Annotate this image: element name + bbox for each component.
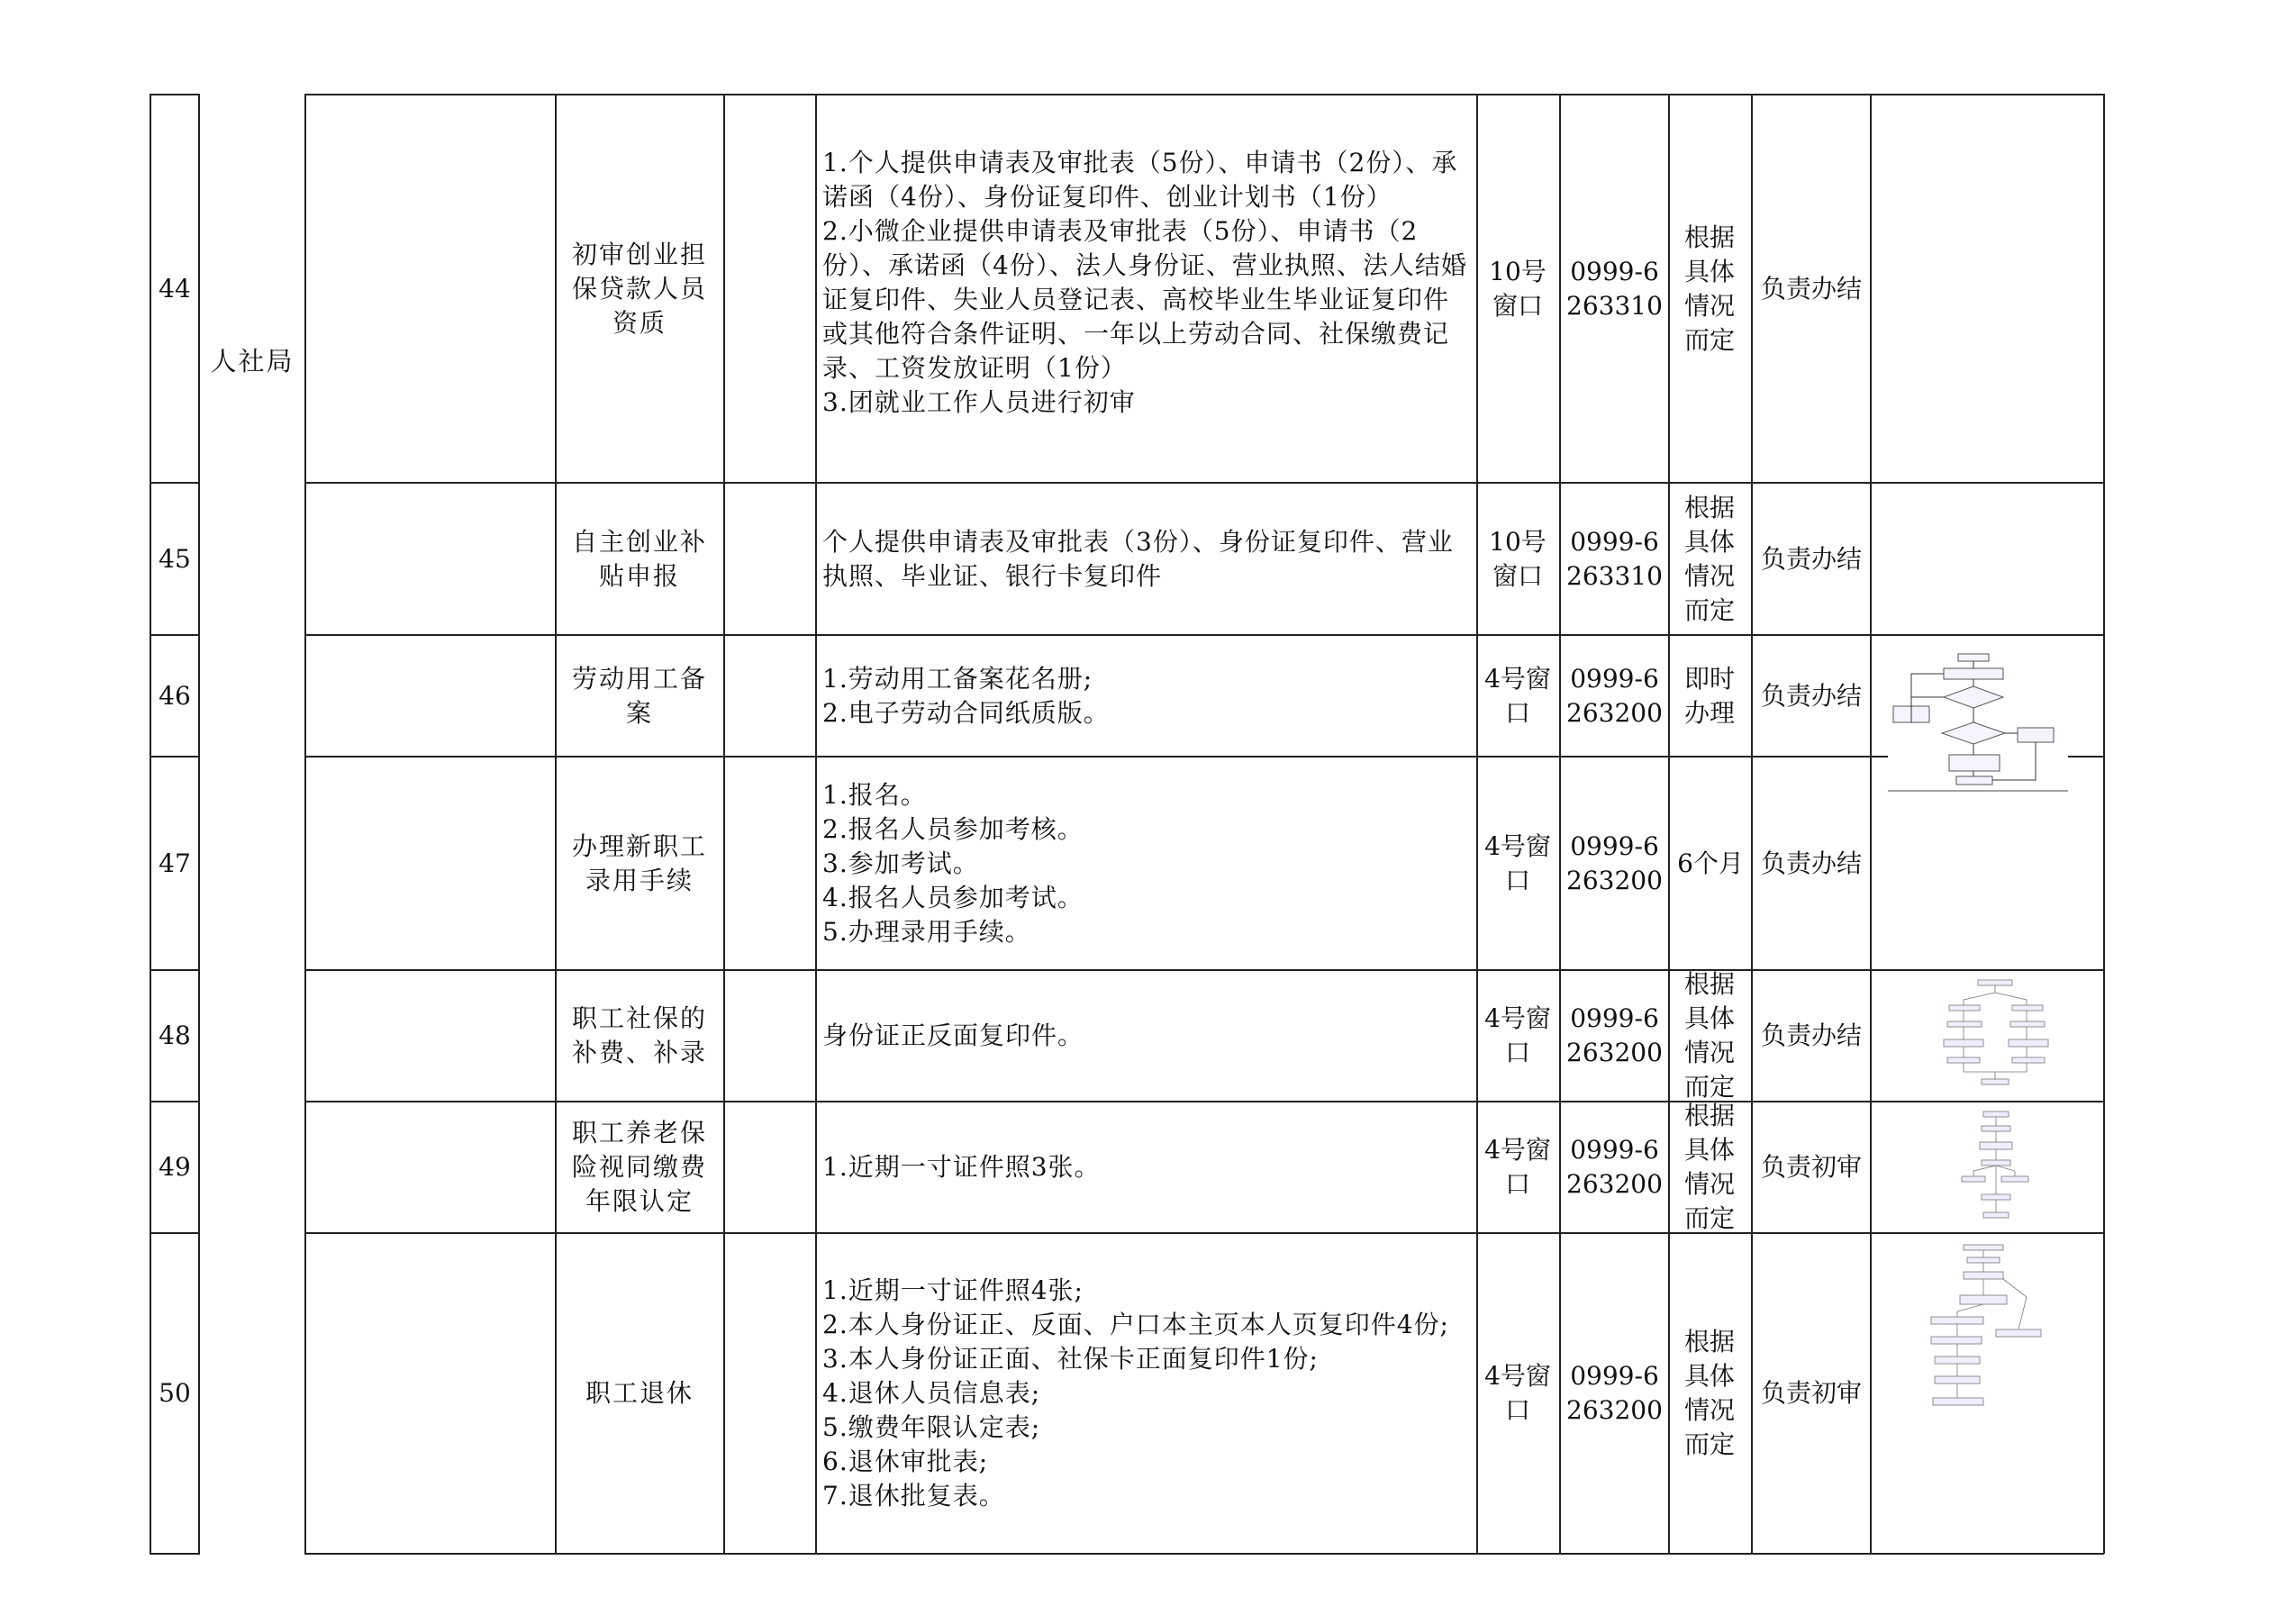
materials-cell xyxy=(815,1102,1476,1232)
item-name: 自主创业补贴申报 xyxy=(571,526,707,591)
material-line: 2.本人身份证正、反面、户口本主页本人页复印件4份; xyxy=(822,1310,1449,1339)
phone-cell: 0999-6263200 xyxy=(1566,1361,1663,1425)
flowchart-thumbnail-50 xyxy=(1928,1243,2054,1423)
result-cell: 负责初审 xyxy=(1760,1378,1862,1408)
materials-cell xyxy=(815,95,1476,482)
material-line: 5.缴费年限认定表; xyxy=(822,1412,1041,1442)
flowchart-thumbnail-46 xyxy=(1888,645,2068,794)
window-cell: 10号窗口 xyxy=(1489,256,1547,321)
row-number: 48 xyxy=(159,1021,191,1050)
materials-cell xyxy=(815,484,1476,634)
time-limit-cell: 根据具体情况而定 xyxy=(1683,1101,1735,1233)
result-cell: 负责办结 xyxy=(1760,680,1862,711)
column-rule xyxy=(555,94,557,1554)
phone-cell: 0999-6263200 xyxy=(1566,663,1663,728)
material-line: 身份证正反面复印件。 xyxy=(822,1021,1084,1050)
item-name: 劳动用工备案 xyxy=(571,663,707,728)
item-name: 职工退休 xyxy=(585,1378,694,1408)
material-line: 1.近期一寸证件照3张。 xyxy=(822,1152,1101,1182)
material-line: 3.本人身份证正面、社保卡正面复印件1份; xyxy=(822,1344,1319,1374)
window-cell: 4号窗口 xyxy=(1484,1135,1551,1199)
item-name: 职工社保的补费、补录 xyxy=(571,1003,707,1067)
phone-cell: 0999-6263200 xyxy=(1566,830,1663,895)
time-limit-cell: 根据具体情况而定 xyxy=(1683,492,1735,625)
window-cell: 4号窗口 xyxy=(1484,1003,1551,1067)
item-name: 职工养老保险视同缴费年限认定 xyxy=(571,1118,707,1216)
row-number: 44 xyxy=(159,273,191,304)
material-line: 7.退休批复表。 xyxy=(822,1481,1005,1511)
material-line: 4.退休人员信息表; xyxy=(822,1378,1041,1408)
material-line: 1.劳动用工备案花名册; xyxy=(822,663,1093,694)
window-cell: 4号窗口 xyxy=(1484,663,1551,728)
material-line: 2.报名人员参加考核。 xyxy=(822,813,1084,844)
time-limit-cell: 根据具体情况而定 xyxy=(1683,1327,1735,1459)
time-limit-cell: 根据具体情况而定 xyxy=(1683,969,1735,1102)
window-cell: 4号窗口 xyxy=(1484,830,1551,895)
item-name: 办理新职工录用手续 xyxy=(571,830,707,895)
phone-cell: 0999-6263310 xyxy=(1566,256,1663,321)
result-cell: 负责办结 xyxy=(1760,543,1862,574)
phone-cell: 0999-6263310 xyxy=(1566,526,1663,591)
phone-cell: 0999-6263200 xyxy=(1566,1135,1663,1199)
window-cell: 10号窗口 xyxy=(1489,526,1547,591)
result-cell: 负责办结 xyxy=(1760,1021,1862,1050)
material-line: 1.近期一寸证件照4张; xyxy=(822,1275,1084,1305)
material-line: 2.小微企业提供申请表及审批表（5份）、申请书（2份）、承诺函（4份）、法人身份证、营业执照、法人结婚证复印件、失业人员登记表、高校毕业生毕业证复印件或其他符合条件证明、一年以上劳动合同、社保缴费记录、工资发放证明（1份） xyxy=(822,216,1467,383)
material-line: 2.电子劳动合同纸质版。 xyxy=(822,697,1110,728)
materials-cell xyxy=(815,758,1476,969)
material-line: 6.退休审批表; xyxy=(822,1447,989,1476)
time-limit-cell: 即时办理 xyxy=(1683,663,1735,728)
time-limit-cell: 6个月 xyxy=(1677,848,1744,878)
row-number: 49 xyxy=(159,1152,191,1182)
material-line: 3.团就业工作人员进行初审 xyxy=(822,387,1136,417)
phone-cell: 0999-6263200 xyxy=(1566,1003,1663,1067)
column-rule xyxy=(723,94,725,1554)
column-rule xyxy=(1870,94,1872,1554)
material-line: 3.参加考试。 xyxy=(822,848,979,878)
material-line: 1.报名。 xyxy=(822,779,927,810)
row-number: 50 xyxy=(159,1378,191,1408)
column-rule xyxy=(304,94,306,1554)
material-line: 个人提供申请表及审批表（3份）、身份证复印件、营业执照、毕业证、银行卡复印件 xyxy=(822,526,1454,591)
materials-cell xyxy=(815,971,1476,1101)
material-line: 1.个人提供申请表及审批表（5份）、申请书（2份）、承诺函（4份）、身份证复印件、创业计划书（1份） xyxy=(822,148,1458,212)
row-number: 47 xyxy=(159,848,191,878)
column-rule xyxy=(1476,94,1478,1554)
result-cell: 负责办结 xyxy=(1760,848,1862,878)
result-cell: 负责初审 xyxy=(1760,1152,1862,1182)
window-cell: 4号窗口 xyxy=(1484,1361,1551,1425)
material-line: 4.报名人员参加考试。 xyxy=(822,882,1084,912)
materials-cell xyxy=(815,636,1476,756)
result-cell: 负责办结 xyxy=(1760,273,1862,304)
materials-cell xyxy=(815,1234,1476,1553)
flowchart-thumbnail-48 xyxy=(1937,978,2054,1095)
column-rule xyxy=(2103,94,2105,1554)
table-border-bottom xyxy=(150,1553,200,1555)
department-name: 人社局 xyxy=(210,346,295,377)
material-line: 5.办理录用手续。 xyxy=(822,916,1031,947)
table-border-bottom xyxy=(304,1553,2104,1555)
flowchart-thumbnail-49 xyxy=(1960,1110,2032,1227)
row-number: 46 xyxy=(159,680,191,711)
item-name: 初审创业担保贷款人员资质 xyxy=(571,239,707,338)
row-number: 45 xyxy=(159,543,191,574)
time-limit-cell: 根据具体情况而定 xyxy=(1683,222,1735,355)
